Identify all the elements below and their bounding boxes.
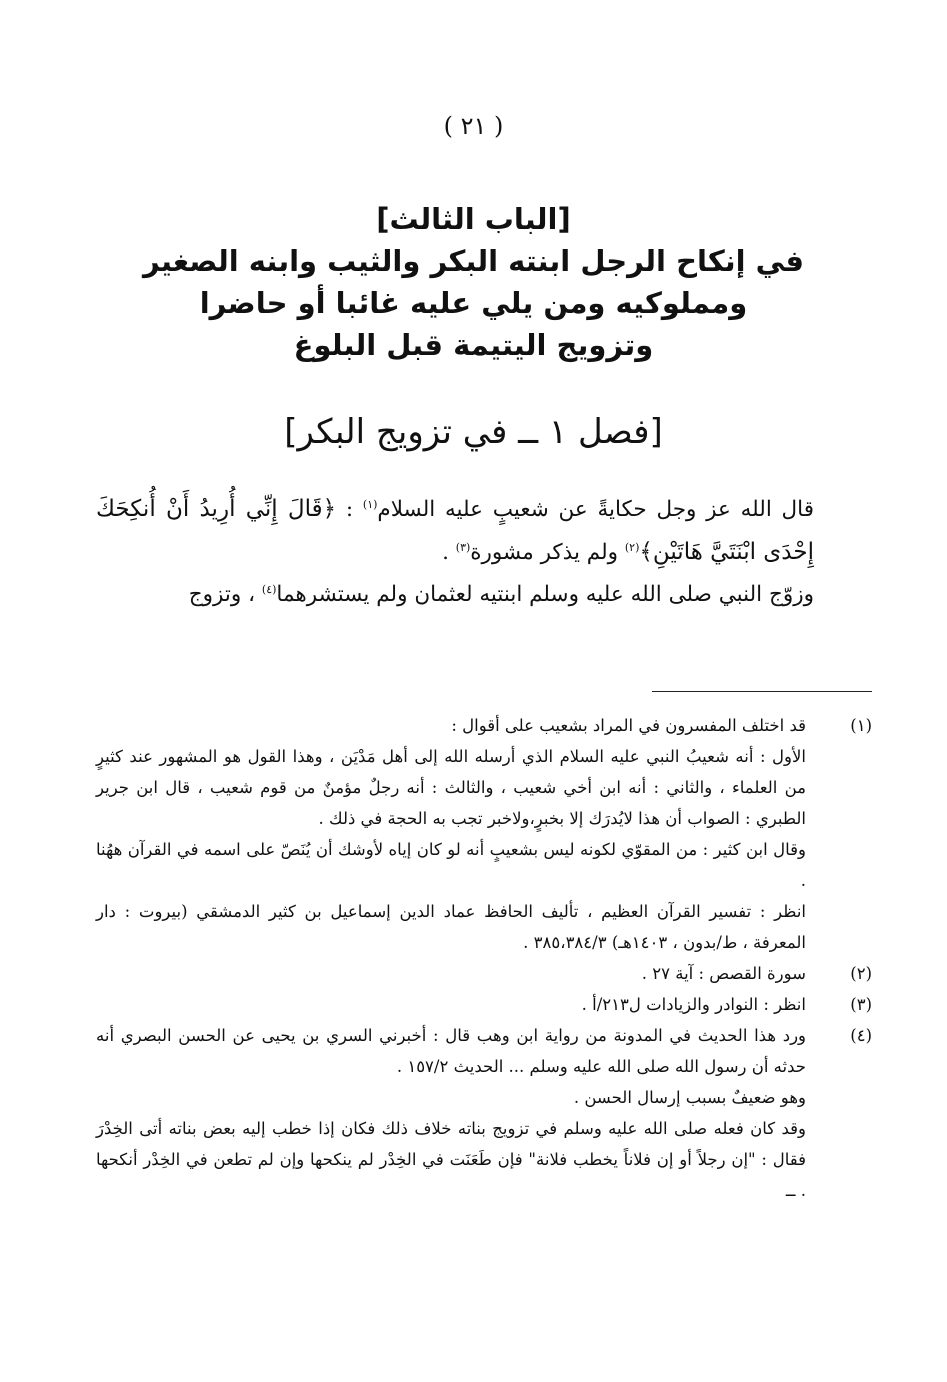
footnote-body xyxy=(96,958,806,989)
footnote-paragraph: ورد هذا الحديث في المدونة من رواية ابن وهب قال : أخبرني السري بن يحيى عن الحسن البصري أنه حدثه أن رسول الله صلى الله عليه وسلم ... الحديث ١٥٧/٢ . xyxy=(96,1026,806,1076)
chapter-title-block xyxy=(100,198,847,366)
chapter-title-line-1: في إنكاح الرجل ابنته البكر والثيب وابنه الصغير xyxy=(143,244,804,278)
footnote-body xyxy=(96,1020,806,1206)
body-text-segment: ولم يذكر مشورة xyxy=(470,540,625,565)
footnote-paragraph: الأول : أنه شعيبُ النبي عليه السلام الذي أرسله الله إلى أهل مَدْيَن ، وهذا القول هو المشهور عند كثيرٍ من العلماء ، والثاني : أنه ابن أخي شعيب ، والثالث : أنه رجلٌ مؤمنٌ من قوم شعيب ، قال ابن جرير الطبري : الصواب أن هذا لايُدرَك إلا بخبرٍ،ولاخبر تجب به الحجة في ذلك . xyxy=(96,747,806,828)
footnote-body xyxy=(96,710,806,958)
footnote-ref-1: (١) xyxy=(362,497,378,511)
footnote-separator xyxy=(652,691,872,692)
footnote-paragraph: قد اختلف المفسرون في المراد بشعيب على أقوال : xyxy=(451,716,806,735)
body-text xyxy=(96,488,814,616)
footnote-paragraph: وقال ابن كثير : من المقوّي لكونه ليس بشعيبٍ أنه لو كان إياه لأوشك أن يُنَصّ على اسمه في القرآن ههُنا . xyxy=(96,840,806,890)
footnote-paragraph: وهو ضعيفٌ بسبب إرسال الحسن . xyxy=(573,1088,806,1107)
body-text-segment: ، وتزوج xyxy=(188,582,262,607)
body-text-segment: قال الله عز وجل حكايةً عن شعيبٍ عليه السلام xyxy=(377,497,815,522)
footnote-4 xyxy=(96,1020,872,1206)
body-text-segment: . xyxy=(442,540,456,565)
footnote-marker: (١) xyxy=(850,716,872,735)
footnote-paragraph: وقد كان فعله صلى الله عليه وسلم في تزويج بناته خلاف ذلك فكان إذا خطب إليه بعض بناته أتى الخِدْرَ فقال : "إن رجلاً أو إن فلاناً يخطب فلانة" فإن طَعَنَت في الخِدْر لم ينكحها وإن لم تطعن في الخِدْر أنكحها . ــ xyxy=(96,1119,806,1200)
footnote-2 xyxy=(96,958,872,989)
page-number: ( ٢١ ) xyxy=(443,112,504,140)
footnote-ref-4: (٤) xyxy=(261,582,277,596)
chapter-title-line-2: ومملوكيه ومن يلي عليه غائبا أو حاضرا xyxy=(199,286,748,320)
footnote-marker: (٣) xyxy=(850,995,872,1014)
footnote-paragraph: انظر : النوادر والزيادات ل٢١٣/أ . xyxy=(581,995,806,1014)
body-paragraph-1 xyxy=(96,488,814,574)
footnote-ref-2: (٢) xyxy=(624,540,640,554)
footnote-paragraph: سورة القصص : آية ٢٧ . xyxy=(641,964,806,983)
footnote-ref-3: (٣) xyxy=(455,540,471,554)
section-title: [فصل ١ ــ في تزويج البكر] xyxy=(284,412,663,452)
footnote-body xyxy=(96,989,806,1020)
footnote-marker: (٤) xyxy=(850,1026,872,1045)
footnote-3 xyxy=(96,989,872,1020)
body-text-segment: وزوّج النبي صلى الله عليه وسلم ابنتيه لعثمان ولم يستشرهما xyxy=(276,582,814,607)
body-text-segment: : xyxy=(336,497,363,522)
chapter-title-line-3: وتزويج اليتيمة قبل البلوغ xyxy=(293,328,654,362)
body-paragraph-2 xyxy=(96,574,814,616)
footnote-marker: (٢) xyxy=(850,964,872,983)
footnotes xyxy=(96,710,872,1206)
chapter-heading: [الباب الثالث] xyxy=(376,202,571,236)
footnote-1 xyxy=(96,710,872,958)
footnote-paragraph: انظر : تفسير القرآن العظيم ، تأليف الحافظ عماد الدين إسماعيل بن كثير الدمشقي (بيروت : دار المعرفة ، ط/بدون ، ١٤٠٣هـ) ٣٨٥،٣٨٤/٣ . xyxy=(96,902,806,952)
quran-verse: ﴿قَالَ إِنِّي أُرِيدُ أَنْ أُنكِحَكَ إِحْدَى ابْنَتَيَّ هَاتَيْنِ﴾ xyxy=(96,496,814,565)
